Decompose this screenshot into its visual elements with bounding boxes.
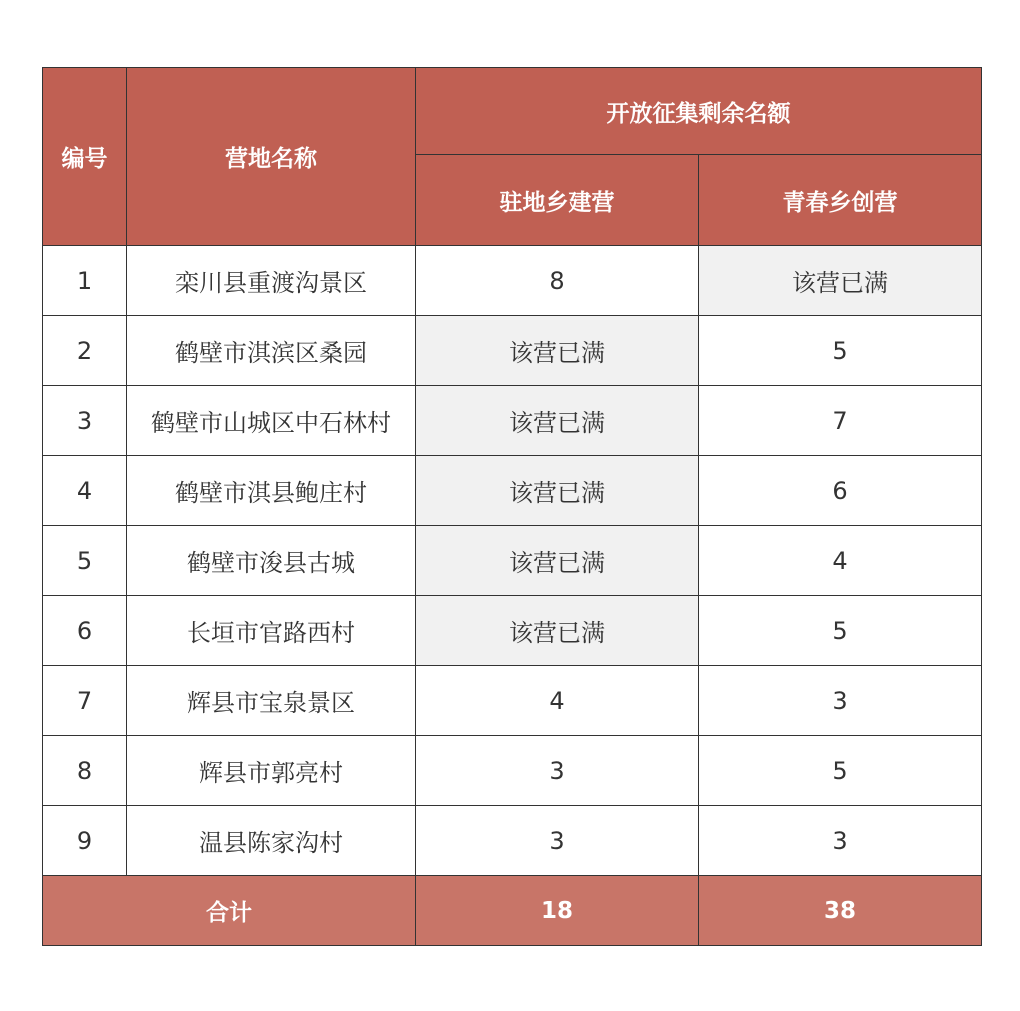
- row-camp-name: 辉县市宝泉景区: [127, 666, 416, 736]
- row-camp-name: 鹤壁市淇滨区桑园: [127, 316, 416, 386]
- row-no: 8: [43, 736, 127, 806]
- table-row: [43, 526, 982, 596]
- row-camp-name: 鹤壁市浚县古城: [127, 526, 416, 596]
- row-col-a: 3: [416, 806, 699, 876]
- table-row: [43, 316, 982, 386]
- row-col-b: 4: [699, 526, 982, 596]
- row-no: 6: [43, 596, 127, 666]
- row-col-b: 该营已满: [699, 246, 982, 316]
- row-col-a: 4: [416, 666, 699, 736]
- row-col-a: 8: [416, 246, 699, 316]
- quota-table: [42, 67, 982, 946]
- header-camp-name: 营地名称: [127, 68, 416, 246]
- row-col-a: 该营已满: [416, 386, 699, 456]
- table-row: [43, 806, 982, 876]
- row-col-b: 7: [699, 386, 982, 456]
- header-col-a: 驻地乡建营: [416, 155, 699, 246]
- row-camp-name: 辉县市郭亮村: [127, 736, 416, 806]
- row-col-a: 该营已满: [416, 456, 699, 526]
- header-remaining-quota: 开放征集剩余名额: [416, 68, 982, 155]
- row-no: 9: [43, 806, 127, 876]
- row-camp-name: 鹤壁市山城区中石林村: [127, 386, 416, 456]
- row-col-a: 3: [416, 736, 699, 806]
- row-no: 1: [43, 246, 127, 316]
- table-row: [43, 456, 982, 526]
- table-row: [43, 596, 982, 666]
- header-col-b: 青春乡创营: [699, 155, 982, 246]
- row-no: 3: [43, 386, 127, 456]
- total-col-a: 18: [416, 876, 699, 946]
- row-camp-name: 长垣市官路西村: [127, 596, 416, 666]
- table-row: [43, 666, 982, 736]
- row-no: 2: [43, 316, 127, 386]
- row-col-a: 该营已满: [416, 526, 699, 596]
- total-label: 合计: [43, 876, 416, 946]
- row-col-b: 5: [699, 596, 982, 666]
- row-col-b: 5: [699, 736, 982, 806]
- row-no: 5: [43, 526, 127, 596]
- row-col-b: 3: [699, 666, 982, 736]
- table-row: [43, 736, 982, 806]
- row-no: 7: [43, 666, 127, 736]
- row-no: 4: [43, 456, 127, 526]
- table-row: [43, 386, 982, 456]
- row-col-a: 该营已满: [416, 316, 699, 386]
- header-no: 编号: [43, 68, 127, 246]
- row-col-a: 该营已满: [416, 596, 699, 666]
- table-row: [43, 246, 982, 316]
- header-row: [43, 68, 982, 155]
- row-camp-name: 鹤壁市淇县鲍庄村: [127, 456, 416, 526]
- total-col-b: 38: [699, 876, 982, 946]
- row-col-b: 6: [699, 456, 982, 526]
- row-camp-name: 栾川县重渡沟景区: [127, 246, 416, 316]
- total-row: [43, 876, 982, 946]
- row-camp-name: 温县陈家沟村: [127, 806, 416, 876]
- row-col-b: 3: [699, 806, 982, 876]
- row-col-b: 5: [699, 316, 982, 386]
